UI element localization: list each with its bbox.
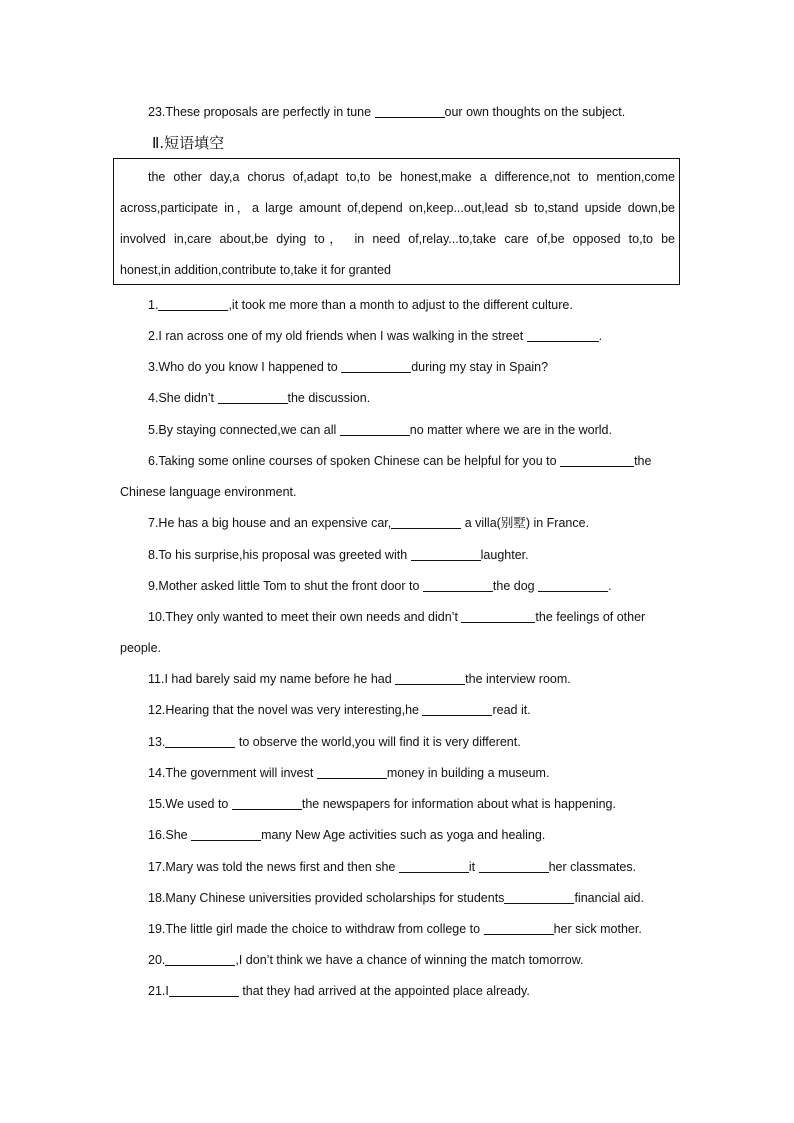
question-3: 3.Who do you know I happened to during my stay in Spain? [148, 360, 549, 374]
answer-blank[interactable] [411, 548, 481, 561]
question-17: 17.Mary was told the news first and then she it her classmates. [148, 860, 637, 874]
question-21: 21.I that they had arrived at the appointed place already. [148, 984, 530, 998]
word-bank-line: honest,in addition,contribute to,take it for granted [120, 263, 392, 277]
question-5: 5.By staying connected,we can all no matter where we are in the world. [148, 423, 612, 437]
question-11: 11.I had barely said my name before he had the interview room. [148, 672, 571, 686]
question-6-continued: Chinese language environment. [120, 485, 297, 499]
word-bank-line: the other day,a chorus of,adapt to,to be honest,make a difference,not to mention,come [148, 170, 675, 184]
answer-blank[interactable] [527, 329, 599, 342]
question-6: 6.Taking some online courses of spoken Chinese can be helpful for you to the [148, 454, 652, 468]
answer-blank[interactable] [317, 766, 387, 779]
question-text: our own thoughts on the subject. [444, 105, 626, 119]
answer-blank[interactable] [461, 610, 535, 623]
question-19: 19.The little girl made the choice to withdraw from college to her sick mother. [148, 922, 642, 936]
question-7: 7.He has a big house and an expensive car, a villa(别墅) in France. [148, 516, 590, 530]
question-20: 20. ,I don’t think we have a chance of winning the match tomorrow. [148, 953, 584, 967]
answer-blank[interactable] [375, 105, 445, 118]
question-8: 8.To his surprise,his proposal was greeted with laughter. [148, 548, 529, 562]
question-10: 10.They only wanted to meet their own needs and didn’t the feelings of other [148, 610, 646, 624]
answer-blank[interactable] [340, 423, 410, 436]
answer-blank[interactable] [391, 516, 461, 529]
question-1: 1. ,it took me more than a month to adjust to the different culture. [148, 298, 573, 312]
word-bank-line: across,participate in，a large amount of,depend on,keep...out,lead sb to,stand upside down,be [120, 201, 675, 215]
answer-blank[interactable] [165, 735, 235, 748]
answer-blank[interactable] [560, 454, 634, 467]
answer-blank[interactable] [232, 797, 302, 810]
answer-blank[interactable] [422, 703, 492, 716]
question-18: 18.Many Chinese universities provided scholarships for students financial aid. [148, 891, 644, 905]
question-16: 16.She many New Age activities such as yoga and healing. [148, 828, 546, 842]
section-title: Ⅱ.短语填空 [152, 134, 225, 152]
answer-blank[interactable] [165, 953, 235, 966]
answer-blank[interactable] [538, 579, 608, 592]
answer-blank[interactable] [399, 860, 469, 873]
answer-blank[interactable] [191, 828, 261, 841]
question-2: 2.I ran across one of my old friends when I was walking in the street . [148, 329, 603, 343]
answer-blank[interactable] [169, 984, 239, 997]
answer-blank[interactable] [395, 672, 465, 685]
question-23 [148, 104, 680, 120]
question-4: 4.She didn’t the discussion. [148, 391, 371, 405]
question-text: 23.These proposals are perfectly in tune [148, 105, 375, 119]
answer-blank[interactable] [479, 860, 549, 873]
question-10-continued: people. [120, 641, 162, 655]
answer-blank[interactable] [158, 298, 228, 311]
question-9: 9.Mother asked little Tom to shut the front door to the dog . [148, 579, 612, 593]
word-bank-box [113, 158, 680, 285]
answer-blank[interactable] [341, 360, 411, 373]
answer-blank[interactable] [423, 579, 493, 592]
question-12: 12.Hearing that the novel was very interesting,he read it. [148, 703, 531, 717]
answer-blank[interactable] [504, 891, 574, 904]
question-14: 14.The government will invest money in building a museum. [148, 766, 550, 780]
answer-blank[interactable] [484, 922, 554, 935]
word-bank-line: involved in,care about,be dying to， in need of,relay...to,take care of,be opposed to,to be [120, 232, 675, 246]
answer-blank[interactable] [218, 391, 288, 404]
question-13: 13. to observe the world,you will find it is very different. [148, 735, 521, 749]
question-15: 15.We used to the newspapers for information about what is happening. [148, 797, 616, 811]
